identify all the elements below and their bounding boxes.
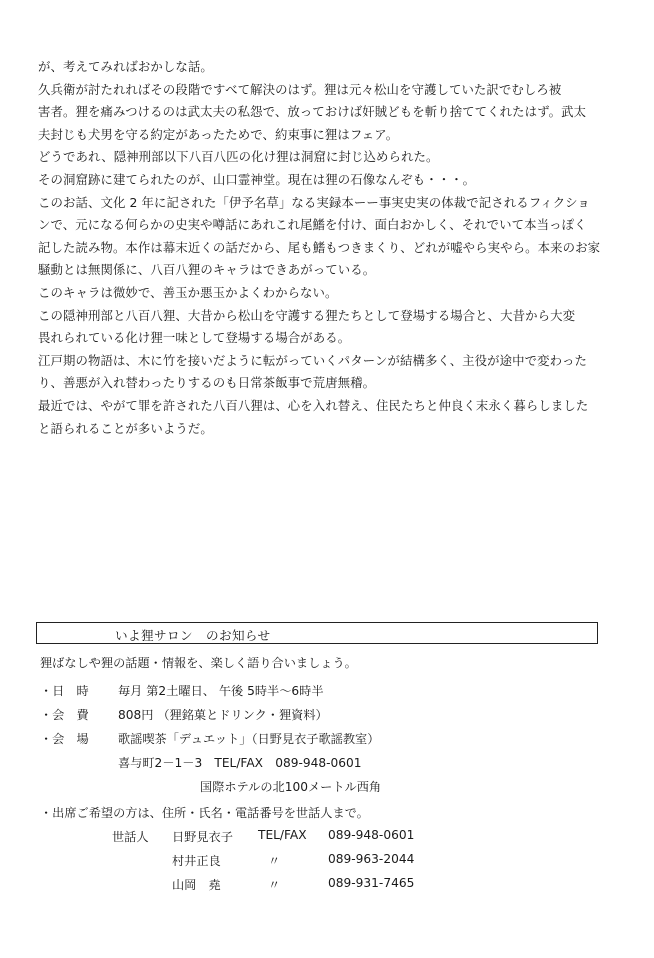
body-line: り、善悪が入れ替わったりするのも日常茶飯事で荒唐無稽。 bbox=[38, 375, 376, 391]
notice-title: いよ狸サロン のお知らせ bbox=[115, 628, 271, 643]
article-body bbox=[38, 56, 618, 440]
notice-intro: 狸ばなしや狸の話題・情報を、楽しく語り合いましょう。 bbox=[40, 656, 357, 670]
body-line: 久兵衛が討たれればその段階ですべて解決のはず。狸は元々松山を守護していた訳でむしろ被 bbox=[38, 81, 562, 97]
fee-label: ・会 費 bbox=[40, 708, 89, 722]
body-line: が、考えてみればおかしな話。 bbox=[38, 59, 213, 74]
body-line: どうであれ、隠神刑部以下八百八匹の化け狸は洞窟に封じ込められた。 bbox=[38, 149, 439, 165]
body-line: このお話、文化 2 年に記された「伊予名草」なる実録本ーー事実史実の体裁で記されるフィクショ bbox=[38, 194, 590, 210]
venue-address: 喜与町2－1－3 TEL/FAX 089-948-0601 bbox=[118, 756, 362, 770]
organizer-tel-prefix: 〃 bbox=[268, 878, 281, 892]
body-line: その洞窟跡に建てられたのが、山口霊神堂。現在は狸の石像なんぞも・・・。 bbox=[38, 171, 476, 187]
salon-notice bbox=[36, 622, 626, 892]
date-label: ・日 時 bbox=[40, 684, 89, 698]
date-value: 毎月 第2土曜日、 午後 5時半～6時半 bbox=[118, 684, 324, 698]
body-line: 騒動とは無関係に、八百八狸のキャラはできあがっている。 bbox=[38, 262, 376, 278]
body-line: この隠神刑部と八百八狸、大昔から松山を守護する狸たちとして登場する場合と、大昔から大変 bbox=[38, 307, 576, 323]
notice-title-box bbox=[36, 622, 598, 644]
venue-label: ・会 場 bbox=[40, 732, 89, 746]
body-line: ンで、元になる何らかの史実や噂話にあれこれ尾鰭を付け、面白おかしく、それでいて本当っぽく bbox=[38, 217, 587, 233]
venue-directions: 国際ホテルの北100メートル西角 bbox=[200, 780, 382, 794]
organizer-name: 村井正良 bbox=[172, 854, 221, 868]
organizer-tel: 089-963-2044 bbox=[328, 852, 415, 866]
organizer-tel-prefix: 〃 bbox=[268, 854, 281, 868]
body-line: 江戸期の物語は、木に竹を接いだように転がっていくパターンが結構多く、主役が途中で変わった bbox=[38, 352, 587, 368]
attend-note: ・出席ご希望の方は、住所・氏名・電話番号を世話人まで。 bbox=[40, 806, 369, 820]
venue-name: 歌謡喫茶「デュエット」（日野見衣子歌謡教室） bbox=[118, 732, 380, 746]
fee-value: 808円 （狸銘菓とドリンク・狸資料） bbox=[118, 708, 328, 722]
organizers-label: 世話人 bbox=[112, 830, 149, 844]
body-line: と語られることが多いようだ。 bbox=[38, 420, 213, 436]
body-line: 夫封じも犬男を守る約定があったためで、約束事に狸はフェア。 bbox=[38, 126, 399, 142]
body-line: 最近では、やがて罪を許された八百八狸は、心を入れ替え、住民たちと仲良く末永く暮らしました bbox=[38, 397, 589, 413]
organizer-tel: 089-931-7465 bbox=[328, 876, 415, 890]
organizer-name: 日野見衣子 bbox=[172, 830, 233, 844]
body-line: 畏れられている化け狸一味として登場する場合がある。 bbox=[38, 330, 351, 346]
organizer-tel-prefix: TEL/FAX bbox=[258, 828, 307, 842]
body-line: 記した読み物。本作は幕末近くの話だから、尾も鰭もつきまくり、どれが嘘やら実やら。本来のお家 bbox=[38, 239, 601, 255]
organizer-name: 山岡 堯 bbox=[172, 878, 221, 892]
organizer-tel: 089-948-0601 bbox=[328, 828, 415, 842]
body-line: 害者。狸を痛みつけるのは武太夫の私怨で、放っておけば奸賊どもを斬り捨ててくれたはず。武太 bbox=[38, 104, 587, 120]
body-line: このキャラは微妙で、善玉か悪玉かよくわからない。 bbox=[38, 284, 338, 300]
